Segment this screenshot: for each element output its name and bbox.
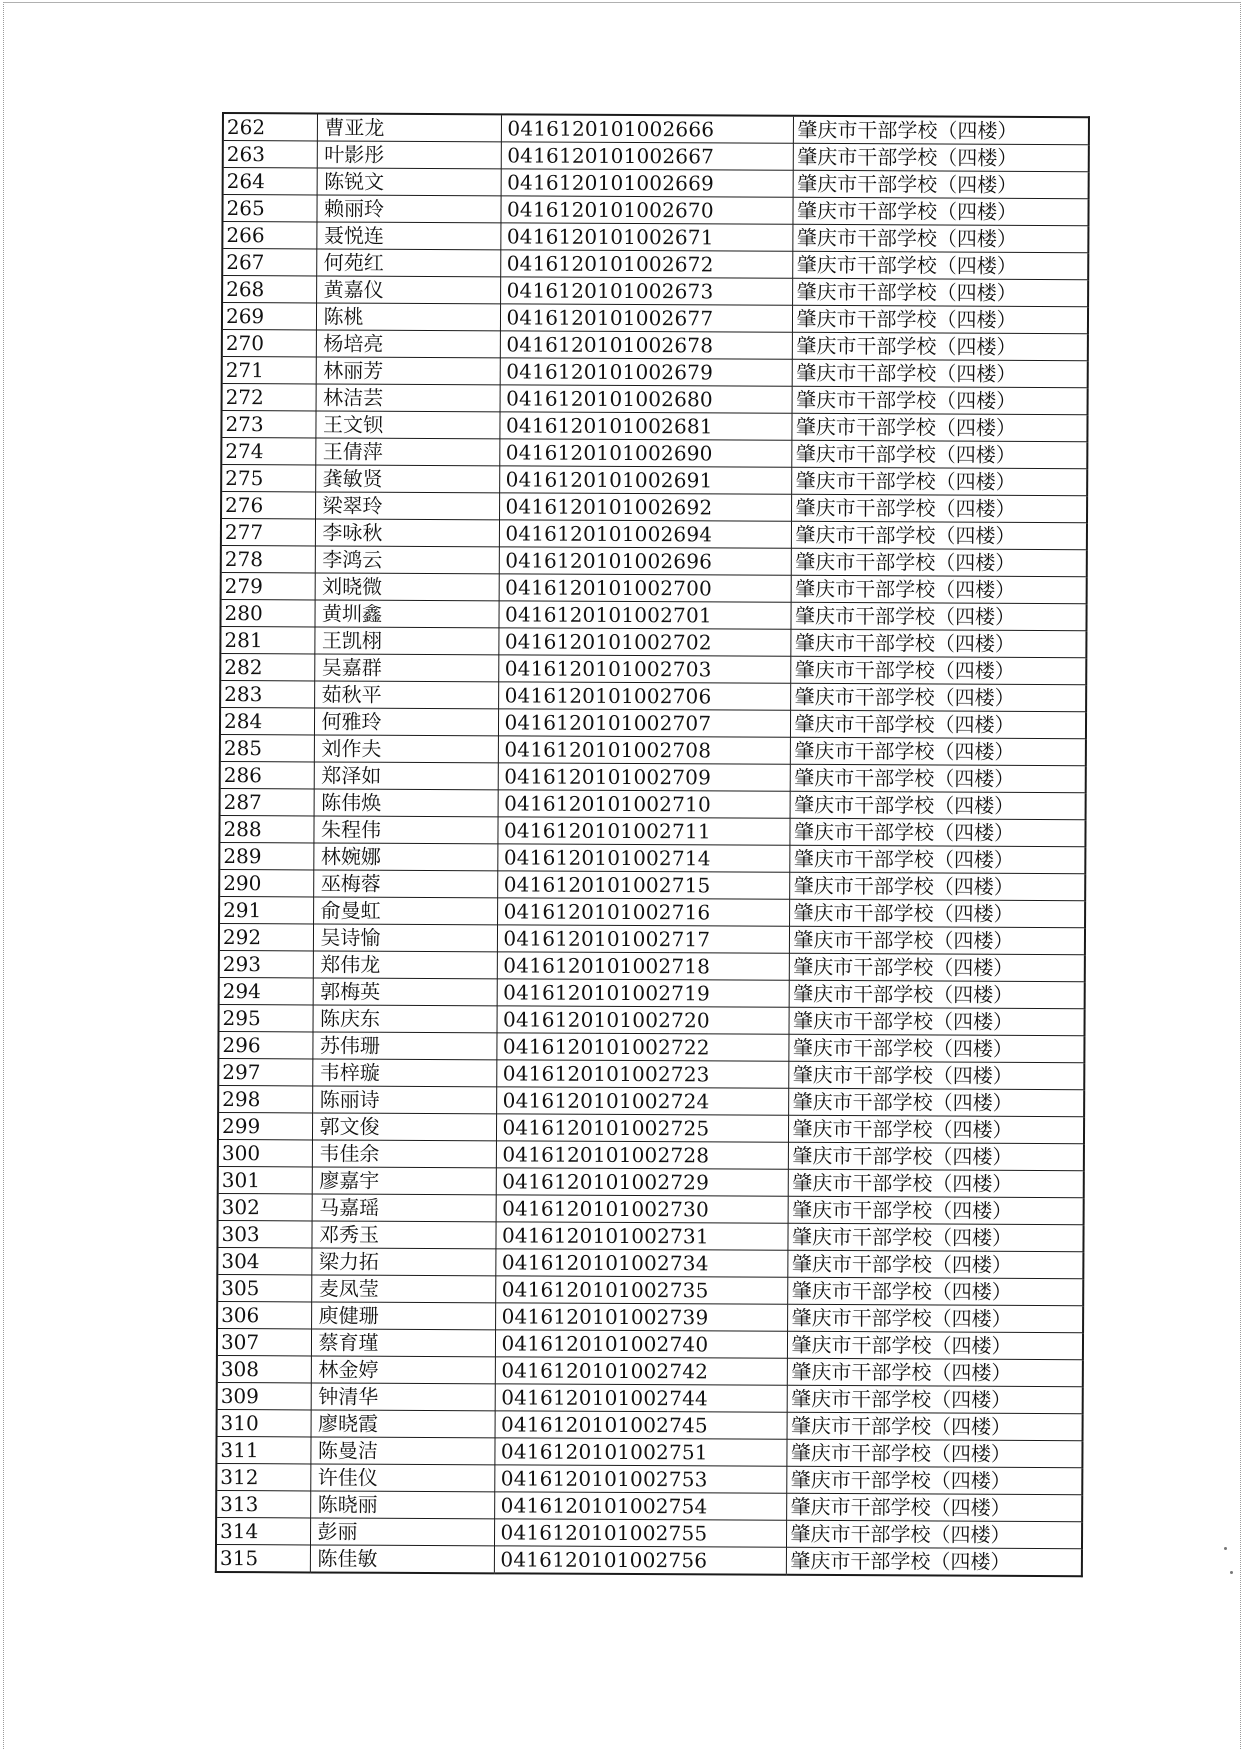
table-row: [218, 1058, 1084, 1089]
exam-ticket-number-cell: 0416120101002725: [496, 1114, 788, 1142]
table-row: [216, 1463, 1082, 1494]
exam-ticket-number-cell: 0416120101002710: [498, 790, 790, 818]
exam-site-cell: 肇庆市干部学校（四楼）: [792, 278, 1088, 306]
table-row: [222, 303, 1088, 334]
exam-site-cell: 肇庆市干部学校（四楼）: [787, 1331, 1083, 1359]
seat-number-cell: 299: [218, 1112, 312, 1139]
seat-number-cell: 286: [220, 761, 314, 788]
exam-site-cell: 肇庆市干部学校（四楼）: [787, 1223, 1083, 1251]
exam-site-cell: 肇庆市干部学校（四楼）: [786, 1520, 1082, 1548]
table-row: [219, 950, 1085, 981]
seat-number-cell: 294: [219, 977, 313, 1004]
scan-speck: [1224, 1547, 1227, 1550]
exam-ticket-number-cell: 0416120101002734: [495, 1249, 787, 1277]
exam-site-cell: 肇庆市干部学校（四楼）: [791, 440, 1087, 468]
exam-ticket-number-cell: 0416120101002735: [495, 1276, 787, 1304]
candidate-name-cell: 郭梅英: [313, 978, 497, 1006]
table-row: [221, 519, 1087, 550]
table-row: [217, 1220, 1083, 1251]
candidate-name-cell: 俞曼虹: [313, 897, 497, 925]
exam-ticket-number-cell: 0416120101002728: [496, 1141, 788, 1169]
candidate-name-cell: 李咏秋: [315, 519, 499, 547]
seat-number-cell: 283: [220, 680, 314, 707]
seat-number-cell: 298: [218, 1085, 312, 1112]
exam-ticket-number-cell: 0416120101002696: [499, 547, 791, 575]
seat-number-cell: 267: [222, 249, 316, 276]
candidate-name-cell: 林丽芳: [316, 357, 500, 385]
seat-number-cell: 268: [222, 276, 316, 303]
candidate-name-cell: 吴嘉群: [314, 654, 498, 682]
exam-ticket-number-cell: 0416120101002756: [494, 1546, 786, 1575]
candidate-name-cell: 叶影彤: [317, 141, 501, 169]
table-row: [222, 249, 1088, 280]
table-row: [221, 438, 1087, 469]
table-row: [219, 896, 1085, 927]
exam-ticket-number-cell: 0416120101002681: [499, 412, 791, 440]
exam-ticket-number-cell: 0416120101002680: [500, 385, 792, 413]
candidate-name-cell: 陈庆东: [313, 1005, 497, 1033]
seat-number-cell: 312: [216, 1463, 310, 1490]
exam-site-cell: 肇庆市干部学校（四楼）: [788, 1007, 1084, 1035]
seat-number-cell: 309: [217, 1382, 311, 1409]
exam-site-cell: 肇庆市干部学校（四楼）: [792, 305, 1088, 333]
table-row: [216, 1436, 1082, 1467]
exam-site-cell: 肇庆市干部学校（四楼）: [790, 602, 1086, 630]
candidate-name-cell: 茹秋平: [314, 681, 498, 709]
seat-number-cell: 269: [222, 303, 316, 330]
candidate-name-cell: 郑泽如: [314, 762, 498, 790]
exam-site-cell: 肇庆市干部学校（四楼）: [787, 1358, 1083, 1386]
table-row: [219, 1004, 1085, 1035]
table-row: [218, 1112, 1084, 1143]
exam-site-cell: 肇庆市干部学校（四楼）: [793, 170, 1089, 198]
table-row: [221, 411, 1087, 442]
exam-site-cell: 肇庆市干部学校（四楼）: [793, 143, 1089, 171]
exam-site-cell: 肇庆市干部学校（四楼）: [792, 386, 1088, 414]
exam-site-cell: 肇庆市干部学校（四楼）: [786, 1493, 1082, 1521]
exam-ticket-number-cell: 0416120101002742: [495, 1357, 787, 1385]
seat-number-cell: 295: [219, 1004, 313, 1031]
exam-site-cell: 肇庆市干部学校（四楼）: [789, 872, 1085, 900]
exam-site-cell: 肇庆市干部学校（四楼）: [791, 494, 1087, 522]
candidate-name-cell: 邓秀玉: [311, 1221, 495, 1249]
seat-number-cell: 293: [219, 950, 313, 977]
exam-site-cell: 肇庆市干部学校（四楼）: [788, 1061, 1084, 1089]
table-row: [220, 707, 1086, 738]
seat-number-cell: 285: [220, 734, 314, 761]
candidate-name-cell: 杨培亮: [316, 330, 500, 358]
exam-site-cell: 肇庆市干部学校（四楼）: [787, 1412, 1083, 1440]
exam-site-cell: 肇庆市干部学校（四楼）: [788, 1088, 1084, 1116]
candidate-name-cell: 陈佳敏: [310, 1545, 494, 1573]
seat-number-cell: 305: [217, 1274, 311, 1301]
table-row: [220, 734, 1086, 765]
table-row: [222, 330, 1088, 361]
exam-ticket-number-cell: 0416120101002729: [496, 1168, 788, 1196]
exam-ticket-number-cell: 0416120101002677: [500, 304, 792, 332]
candidate-name-cell: 钟清华: [311, 1383, 495, 1411]
table-row: [221, 545, 1087, 576]
seat-number-cell: 290: [219, 869, 313, 896]
table-row: [216, 1544, 1082, 1576]
candidate-name-cell: 林婉娜: [313, 843, 497, 871]
exam-ticket-number-cell: 0416120101002719: [497, 979, 789, 1007]
candidate-name-cell: 龚敏贤: [315, 465, 499, 493]
exam-site-cell: 肇庆市干部学校（四楼）: [789, 953, 1085, 981]
seat-number-cell: 289: [219, 842, 313, 869]
seat-number-cell: 308: [217, 1355, 311, 1382]
table-row: [221, 465, 1087, 496]
exam-ticket-number-cell: 0416120101002703: [498, 655, 790, 683]
seat-number-cell: 275: [221, 465, 315, 492]
seat-number-cell: 262: [223, 113, 317, 141]
candidate-name-cell: 苏伟珊: [312, 1032, 496, 1060]
seat-number-cell: 281: [220, 626, 314, 653]
candidate-name-cell: 韦梓璇: [312, 1059, 496, 1087]
candidate-name-cell: 黄圳鑫: [314, 600, 498, 628]
table-row: [217, 1409, 1083, 1440]
exam-ticket-number-cell: 0416120101002730: [496, 1195, 788, 1223]
exam-ticket-number-cell: 0416120101002745: [495, 1411, 787, 1439]
table-row: [217, 1274, 1083, 1305]
candidate-name-cell: 林洁芸: [316, 384, 500, 412]
exam-ticket-number-cell: 0416120101002723: [496, 1060, 788, 1088]
exam-site-cell: 肇庆市干部学校（四楼）: [788, 1196, 1084, 1224]
table-row: [223, 168, 1089, 199]
seat-number-cell: 271: [222, 357, 316, 384]
exam-site-cell: 肇庆市干部学校（四楼）: [790, 764, 1086, 792]
exam-ticket-number-cell: 0416120101002702: [498, 628, 790, 656]
candidate-name-cell: 郭文俊: [312, 1113, 496, 1141]
exam-site-cell: 肇庆市干部学校（四楼）: [788, 1142, 1084, 1170]
table-row: [223, 141, 1089, 172]
exam-ticket-number-cell: 0416120101002724: [496, 1087, 788, 1115]
exam-site-cell: 肇庆市干部学校（四楼）: [792, 332, 1088, 360]
candidate-name-cell: 梁翠玲: [315, 492, 499, 520]
seat-number-cell: 266: [222, 222, 316, 249]
exam-site-cell: 肇庆市干部学校（四楼）: [790, 710, 1086, 738]
seat-number-cell: 276: [221, 492, 315, 519]
seat-number-cell: 273: [221, 411, 315, 438]
candidate-name-cell: 吴诗愉: [313, 924, 497, 952]
exam-site-cell: 肇庆市干部学校（四楼）: [790, 683, 1086, 711]
candidate-name-cell: 庾健珊: [311, 1302, 495, 1330]
seat-number-cell: 274: [221, 438, 315, 465]
exam-site-cell: 肇庆市干部学校（四楼）: [790, 791, 1086, 819]
exam-site-cell: 肇庆市干部学校（四楼）: [787, 1277, 1083, 1305]
seat-number-cell: 302: [218, 1193, 312, 1220]
candidate-name-cell: 朱程伟: [313, 816, 497, 844]
exam-ticket-number-cell: 0416120101002718: [497, 952, 789, 980]
seat-number-cell: 297: [218, 1058, 312, 1085]
exam-ticket-number-cell: 0416120101002739: [495, 1303, 787, 1331]
table-row: [222, 222, 1088, 253]
candidate-name-cell: 廖晓霞: [311, 1410, 495, 1438]
table-row: [221, 572, 1087, 603]
candidate-name-cell: 王文钡: [315, 411, 499, 439]
table-row: [221, 492, 1087, 523]
exam-site-cell: 肇庆市干部学校（四楼）: [792, 251, 1088, 279]
candidate-name-cell: 马嘉瑶: [312, 1194, 496, 1222]
exam-site-cell: 肇庆市干部学校（四楼）: [788, 1034, 1084, 1062]
exam-site-cell: 肇庆市干部学校（四楼）: [786, 1466, 1082, 1494]
exam-ticket-number-cell: 0416120101002717: [497, 925, 789, 953]
candidate-name-cell: 陈锐文: [317, 168, 501, 196]
candidate-name-cell: 陈桃: [316, 303, 500, 331]
exam-site-cell: 肇庆市干部学校（四楼）: [790, 629, 1086, 657]
table-row: [220, 680, 1086, 711]
table-row: [217, 1328, 1083, 1359]
exam-ticket-number-cell: 0416120101002707: [498, 709, 790, 737]
seat-number-cell: 280: [220, 599, 314, 626]
exam-ticket-number-cell: 0416120101002706: [498, 682, 790, 710]
exam-ticket-number-cell: 0416120101002672: [500, 250, 792, 278]
candidate-name-cell: 聂悦连: [316, 222, 500, 250]
table-row: [219, 869, 1085, 900]
exam-ticket-number-cell: 0416120101002711: [497, 817, 789, 845]
candidate-name-cell: 刘晓微: [315, 573, 499, 601]
table-row: [222, 384, 1088, 415]
exam-ticket-number-cell: 0416120101002744: [495, 1384, 787, 1412]
candidate-name-cell: 陈伟焕: [314, 789, 498, 817]
seat-number-cell: 287: [220, 788, 314, 815]
exam-site-cell: 肇庆市干部学校（四楼）: [789, 926, 1085, 954]
seat-number-cell: 315: [216, 1544, 310, 1572]
exam-ticket-number-cell: 0416120101002667: [501, 142, 793, 170]
exam-site-cell: 肇庆市干部学校（四楼）: [787, 1250, 1083, 1278]
exam-ticket-number-cell: 0416120101002679: [500, 358, 792, 386]
candidate-name-cell: 刘作夫: [314, 735, 498, 763]
exam-ticket-number-cell: 0416120101002754: [494, 1492, 786, 1520]
candidate-name-cell: 陈丽诗: [312, 1086, 496, 1114]
table-row: [219, 815, 1085, 846]
candidate-name-cell: 许佳仪: [310, 1464, 494, 1492]
seat-number-cell: 279: [221, 572, 315, 599]
table-row: [222, 195, 1088, 226]
seat-number-cell: 301: [218, 1166, 312, 1193]
table-row: [216, 1490, 1082, 1521]
seat-number-cell: 284: [220, 707, 314, 734]
table-row: [216, 1517, 1082, 1548]
candidate-name-cell: 曹亚龙: [317, 113, 501, 141]
seat-number-cell: 263: [223, 141, 317, 168]
exam-site-cell: 肇庆市干部学校（四楼）: [789, 818, 1085, 846]
table-row: [223, 113, 1089, 145]
candidate-name-cell: 麦凤莹: [311, 1275, 495, 1303]
exam-site-cell: 肇庆市干部学校（四楼）: [787, 1385, 1083, 1413]
seat-number-cell: 311: [216, 1436, 310, 1463]
candidate-name-cell: 李鸿云: [315, 546, 499, 574]
exam-site-cell: 肇庆市干部学校（四楼）: [790, 737, 1086, 765]
exam-site-cell: 肇庆市干部学校（四楼）: [792, 224, 1088, 252]
exam-ticket-number-cell: 0416120101002666: [501, 114, 793, 143]
seat-number-cell: 296: [218, 1031, 312, 1058]
candidate-name-cell: 郑伟龙: [313, 951, 497, 979]
candidate-roster-table: [215, 112, 1090, 1577]
seat-number-cell: 310: [217, 1409, 311, 1436]
exam-ticket-number-cell: 0416120101002694: [499, 520, 791, 548]
exam-site-cell: 肇庆市干部学校（四楼）: [791, 548, 1087, 576]
exam-ticket-number-cell: 0416120101002673: [500, 277, 792, 305]
exam-ticket-number-cell: 0416120101002715: [497, 871, 789, 899]
table-row: [219, 842, 1085, 873]
table-row: [218, 1139, 1084, 1170]
candidate-name-cell: 林金婷: [311, 1356, 495, 1384]
exam-ticket-number-cell: 0416120101002692: [499, 493, 791, 521]
seat-number-cell: 300: [218, 1139, 312, 1166]
table-row: [218, 1031, 1084, 1062]
exam-ticket-number-cell: 0416120101002731: [495, 1222, 787, 1250]
seat-number-cell: 264: [223, 168, 317, 195]
table-row: [222, 276, 1088, 307]
seat-number-cell: 278: [221, 545, 315, 572]
seat-number-cell: 277: [221, 519, 315, 546]
exam-site-cell: 肇庆市干部学校（四楼）: [787, 1304, 1083, 1332]
seat-number-cell: 313: [216, 1490, 310, 1517]
exam-ticket-number-cell: 0416120101002701: [498, 601, 790, 629]
table-row: [217, 1355, 1083, 1386]
exam-ticket-number-cell: 0416120101002671: [500, 223, 792, 251]
candidate-name-cell: 韦佳余: [312, 1140, 496, 1168]
table-row: [220, 653, 1086, 684]
exam-site-cell: 肇庆市干部学校（四楼）: [786, 1547, 1082, 1576]
seat-number-cell: 304: [217, 1247, 311, 1274]
exam-site-cell: 肇庆市干部学校（四楼）: [789, 845, 1085, 873]
table-row: [217, 1247, 1083, 1278]
exam-ticket-number-cell: 0416120101002708: [498, 736, 790, 764]
exam-ticket-number-cell: 0416120101002709: [498, 763, 790, 791]
seat-number-cell: 303: [217, 1220, 311, 1247]
exam-ticket-number-cell: 0416120101002740: [495, 1330, 787, 1358]
exam-site-cell: 肇庆市干部学校（四楼）: [788, 1115, 1084, 1143]
exam-site-cell: 肇庆市干部学校（四楼）: [793, 116, 1089, 145]
candidate-name-cell: 彭丽: [310, 1518, 494, 1546]
candidate-name-cell: 黄嘉仪: [316, 276, 500, 304]
seat-number-cell: 282: [220, 653, 314, 680]
exam-site-cell: 肇庆市干部学校（四楼）: [789, 899, 1085, 927]
exam-site-cell: 肇庆市干部学校（四楼）: [791, 467, 1087, 495]
exam-ticket-number-cell: 0416120101002753: [494, 1465, 786, 1493]
seat-number-cell: 292: [219, 923, 313, 950]
exam-site-cell: 肇庆市干部学校（四楼）: [790, 656, 1086, 684]
exam-ticket-number-cell: 0416120101002669: [501, 169, 793, 197]
exam-ticket-number-cell: 0416120101002755: [494, 1519, 786, 1547]
seat-number-cell: 288: [219, 815, 313, 842]
exam-site-cell: 肇庆市干部学校（四楼）: [789, 980, 1085, 1008]
candidate-name-cell: 巫梅蓉: [313, 870, 497, 898]
candidate-name-cell: 蔡育瑾: [311, 1329, 495, 1357]
exam-site-cell: 肇庆市干部学校（四楼）: [791, 413, 1087, 441]
seat-number-cell: 306: [217, 1301, 311, 1328]
table-row: [222, 357, 1088, 388]
exam-site-cell: 肇庆市干部学校（四楼）: [788, 1169, 1084, 1197]
exam-ticket-number-cell: 0416120101002691: [499, 466, 791, 494]
candidate-name-cell: 梁力拓: [311, 1248, 495, 1276]
exam-site-cell: 肇庆市干部学校（四楼）: [792, 359, 1088, 387]
table-row: [218, 1085, 1084, 1116]
candidate-name-cell: 何苑红: [316, 249, 500, 277]
exam-ticket-number-cell: 0416120101002722: [496, 1033, 788, 1061]
exam-ticket-number-cell: 0416120101002720: [497, 1006, 789, 1034]
exam-ticket-number-cell: 0416120101002716: [497, 898, 789, 926]
candidate-name-cell: 陈晓丽: [310, 1491, 494, 1519]
seat-number-cell: 307: [217, 1328, 311, 1355]
table-row: [220, 599, 1086, 630]
exam-site-cell: 肇庆市干部学校（四楼）: [786, 1439, 1082, 1467]
table-row: [218, 1193, 1084, 1224]
seat-number-cell: 272: [222, 384, 316, 411]
exam-ticket-number-cell: 0416120101002700: [499, 574, 791, 602]
table-row: [219, 977, 1085, 1008]
table-row: [217, 1301, 1083, 1332]
exam-ticket-number-cell: 0416120101002751: [494, 1438, 786, 1466]
exam-site-cell: 肇庆市干部学校（四楼）: [792, 197, 1088, 225]
exam-ticket-number-cell: 0416120101002670: [500, 196, 792, 224]
roster-body: [216, 113, 1089, 1576]
table-row: [218, 1166, 1084, 1197]
seat-number-cell: 270: [222, 330, 316, 357]
table-row: [217, 1382, 1083, 1413]
table-row: [219, 923, 1085, 954]
table-row: [220, 626, 1086, 657]
seat-number-cell: 291: [219, 896, 313, 923]
candidate-name-cell: 王凯栩: [314, 627, 498, 655]
candidate-name-cell: 陈曼洁: [310, 1437, 494, 1465]
exam-ticket-number-cell: 0416120101002714: [497, 844, 789, 872]
table-row: [220, 788, 1086, 819]
exam-ticket-number-cell: 0416120101002678: [500, 331, 792, 359]
candidate-name-cell: 何雅玲: [314, 708, 498, 736]
candidate-name-cell: 廖嘉宇: [312, 1167, 496, 1195]
exam-site-cell: 肇庆市干部学校（四楼）: [791, 575, 1087, 603]
exam-ticket-number-cell: 0416120101002690: [499, 439, 791, 467]
scan-speck: [1230, 1571, 1233, 1574]
exam-site-cell: 肇庆市干部学校（四楼）: [791, 521, 1087, 549]
seat-number-cell: 265: [222, 195, 316, 222]
candidate-name-cell: 王倩萍: [315, 438, 499, 466]
seat-number-cell: 314: [216, 1517, 310, 1544]
table-row: [220, 761, 1086, 792]
candidate-name-cell: 赖丽玲: [316, 195, 500, 223]
